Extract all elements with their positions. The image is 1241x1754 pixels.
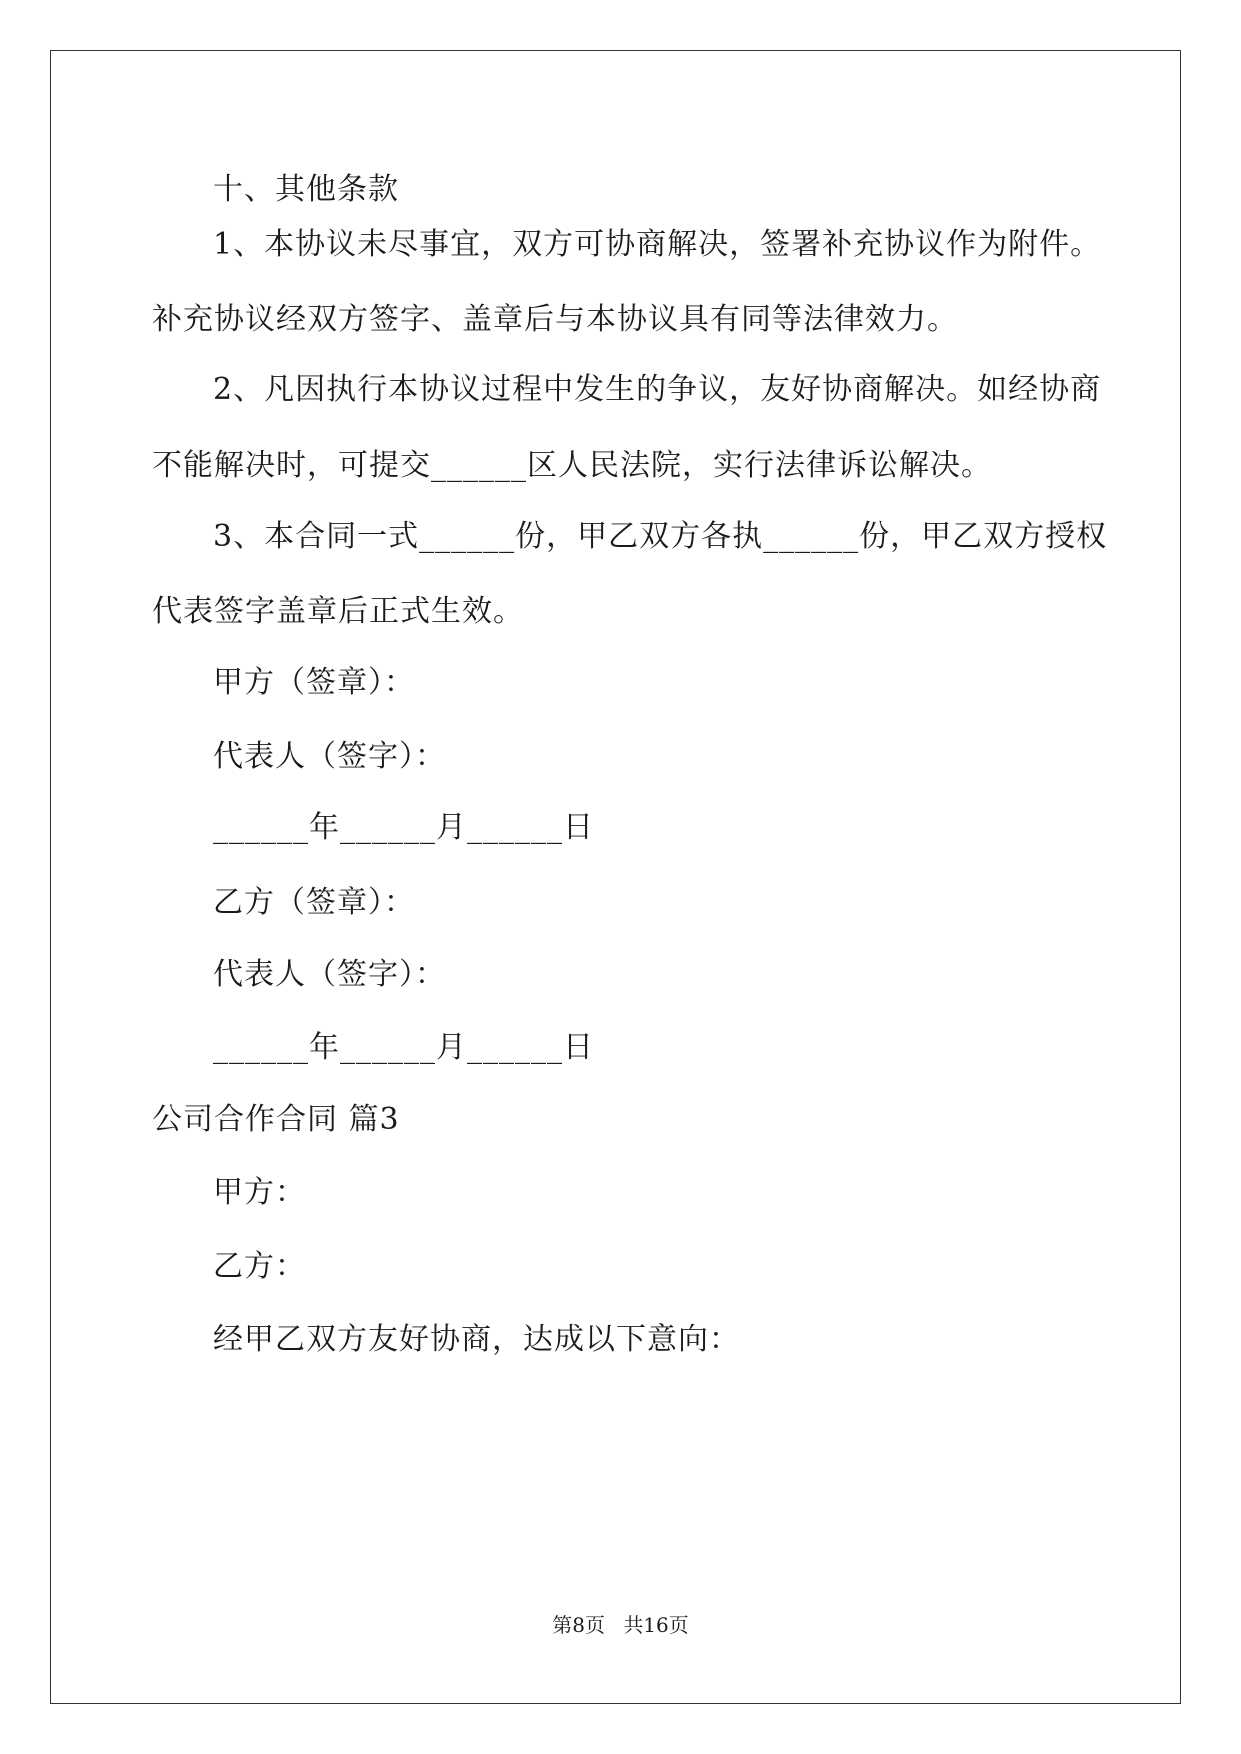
paragraph-line: 代表签字盖章后正式生效。: [152, 594, 524, 629]
page-footer: [0, 1611, 1241, 1639]
party-b-representative-label: 代表人（签字）：: [213, 957, 446, 992]
page-number: 第8页: [552, 1613, 605, 1637]
party-a-representative-label: 代表人（签字）：: [213, 739, 446, 774]
paragraph-line: 不能解决时，可提交______区人民法院，实行法律诉讼解决。: [152, 448, 992, 483]
page-border: [50, 50, 1181, 1704]
section-heading: 十、其他条款: [213, 172, 399, 207]
paragraph-line: 1、本协议未尽事宜，双方可协商解决，签署补充协议作为附件。: [213, 227, 1102, 262]
page-total: 共16页: [623, 1613, 689, 1637]
paragraph-line: 2、凡因执行本协议过程中发生的争议，友好协商解决。如经协商: [213, 372, 1102, 407]
paragraph-line: 3、本合同一式______份，甲乙双方各执______份，甲乙双方授权: [213, 519, 1108, 554]
party-b-seal-label: 乙方（签章）：: [213, 885, 415, 920]
party-a-label: 甲方：: [213, 1175, 306, 1210]
paragraph-line: 经甲乙双方友好协商，达成以下意向：: [213, 1322, 740, 1357]
paragraph-line: 补充协议经双方签字、盖章后与本协议具有同等法律效力。: [152, 302, 958, 337]
party-a-date-line: ______年______月______日: [213, 810, 594, 845]
party-b-label: 乙方：: [213, 1249, 306, 1284]
party-b-date-line: ______年______月______日: [213, 1030, 594, 1065]
contract-title: 公司合作合同 篇3: [152, 1102, 400, 1137]
party-a-seal-label: 甲方（签章）：: [213, 665, 415, 700]
